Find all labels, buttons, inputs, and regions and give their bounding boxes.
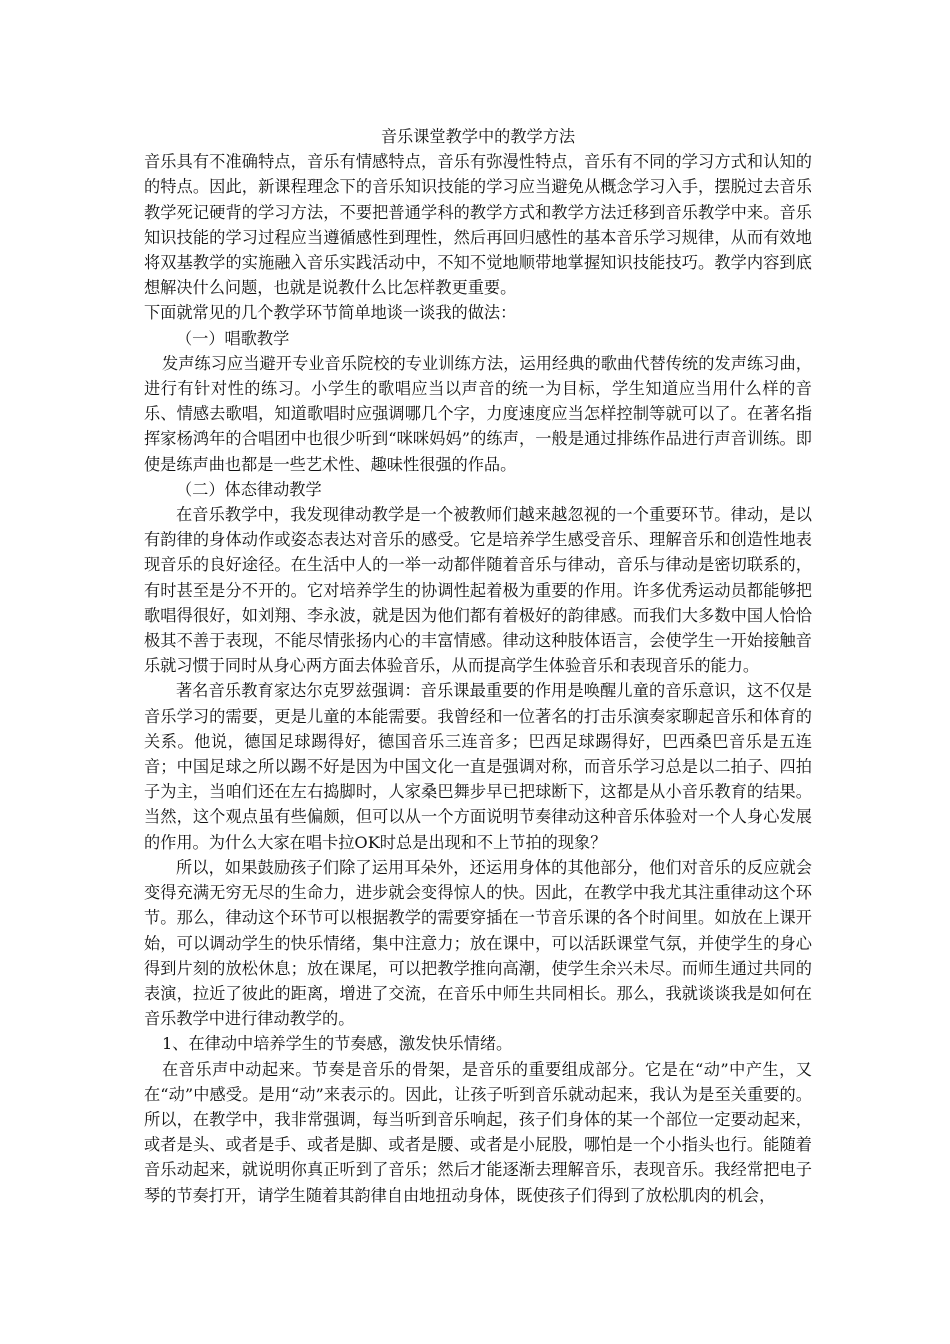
document-page — [144, 124, 812, 1208]
transition-paragraph: 下面就常见的几个教学环节简单地谈一谈我的做法： — [144, 303, 517, 323]
subsection-heading-1: 1、在律动中培养学生的节奏感，激发快乐情绪。 — [162, 1034, 513, 1054]
singing-paragraph: 发声练习应当避开专业音乐院校的专业训练方法，运用经典的歌曲代替传统的发声练习曲，进行有针对性的练习。小学生的歌唱应当以声音的统一为目标，学生知道应当用什么样的音乐、情感去歌唱，知道歌唱时应强调哪几个字，力度速度应当怎样控制等就可以了。在著名指挥家杨鸿年的合唱团中也很少听到“咪咪妈妈”的练声，一般是通过排练作品进行声音训练。即使是练声曲也都是一些艺术性、趣味性很强的作品。 — [144, 353, 812, 474]
intro-paragraph: 音乐具有不准确特点，音乐有情感特点，音乐有弥漫性特点，音乐有不同的学习方式和认知的的特点。因此，新课程理念下的音乐知识技能的学习应当避免从概念学习入手，摆脱过去音乐教学死记硬背的学习方法，不要把普通学科的教学方式和教学方法迁移到音乐教学中来。音乐知识技能的学习过程应当遵循感性到理性，然后再回归感性的基本音乐学习规律，从而有效地将双基教学的实施融入音乐实践活动中，不知不觉地顺带地掌握知识技能技巧。教学内容到底想解决什么问题，也就是说教什么比怎样教更重要。 — [144, 152, 812, 298]
document-title: 音乐课堂教学中的教学方法 — [380, 127, 576, 146]
section-heading-singing: （一）唱歌教学 — [176, 328, 290, 348]
rhythm-paragraph-1: 在音乐教学中，我发现律动教学是一个被教师们越来越忽视的一个重要环节。律动，是以有韵律的身体动作或姿态表达对音乐的感受。它是培养学生感受音乐、理解音乐和创造性地表现音乐的良好途径。在生活中人的一举一动都伴随着音乐与律动，音乐与律动是密切联系的，有时甚至是分不开的。它对培养学生的协调性起着极为重要的作用。许多优秀运动员都能够把歌唱得很好，如刘翔、李永波，就是因为他们都有着极好的韵律感。而我们大多数中国人恰恰极其不善于表现，不能尽情张扬内心的丰富情感。律动这种肢体语言，会使学生一开始接触音乐就习惯于同时从身心两方面去体验音乐，从而提高学生体验音乐和表现音乐的能力。 — [144, 505, 812, 676]
subsection-paragraph-1: 在音乐声中动起来。节奏是音乐的骨架，是音乐的重要组成部分。它是在“动”中产生，又在“动”中感受。是用“动”来表示的。因此，让孩子听到音乐就动起来，我认为是至关重要的。所以，在教学中，我非常强调，每当听到音乐响起，孩子们身体的某一个部位一定要动起来，或者是头、或者是手、或者是脚、或者是腰、或者是小屁股，哪怕是一个小指头也行。能随着音乐动起来，就说明你真正听到了音乐；然后才能逐渐去理解音乐，表现音乐。我经常把电子琴的节奏打开，请学生随着其韵律自由地扭动身体，既使孩子们得到了放松肌肉的机会， — [144, 1059, 812, 1205]
rhythm-paragraph-2: 著名音乐教育家达尔克罗兹强调：音乐课最重要的作用是唤醒儿童的音乐意识，这不仅是音乐学习的需要，更是儿童的本能需要。我曾经和一位著名的打击乐演奏家聊起音乐和体育的关系。他说，德国足球踢得好，德国音乐三连音多；巴西足球踢得好，巴西桑巴音乐是五连音；中国足球之所以踢不好是因为中国文化一直是强调对称，而音乐学习总是以二拍子、四拍子为主，当咱们还在左右捣脚时，人家桑巴舞步早已把球断下，这都是从小音乐教育的结果。当然，这个观点虽有些偏颇，但可以从一个方面说明节奏律动这种音乐体验对一个人身心发展的作用。为什么大家在唱卡拉OK时总是出现和不上节拍的现象？ — [144, 681, 812, 852]
section-heading-rhythm: （二）体态律动教学 — [176, 479, 322, 499]
rhythm-paragraph-3: 所以，如果鼓励孩子们除了运用耳朵外，还运用身体的其他部分，他们对音乐的反应就会变得充满无穷无尽的生命力，进步就会变得惊人的快。因此，在教学中我尤其注重律动这个环节。那么，律动这个环节可以根据教学的需要穿插在一节音乐课的各个时间里。如放在上课开始，可以调动学生的快乐情绪，集中注意力；放在课中，可以活跃课堂气氛，并使学生的身心得到片刻的放松休息；放在课尾，可以把教学推向高潮，使学生余兴未尽。而师生通过共同的表演，拉近了彼此的距离，增进了交流，在音乐中师生共同相长。那么，我就谈谈我是如何在音乐教学中进行律动教学的。 — [144, 857, 812, 1029]
